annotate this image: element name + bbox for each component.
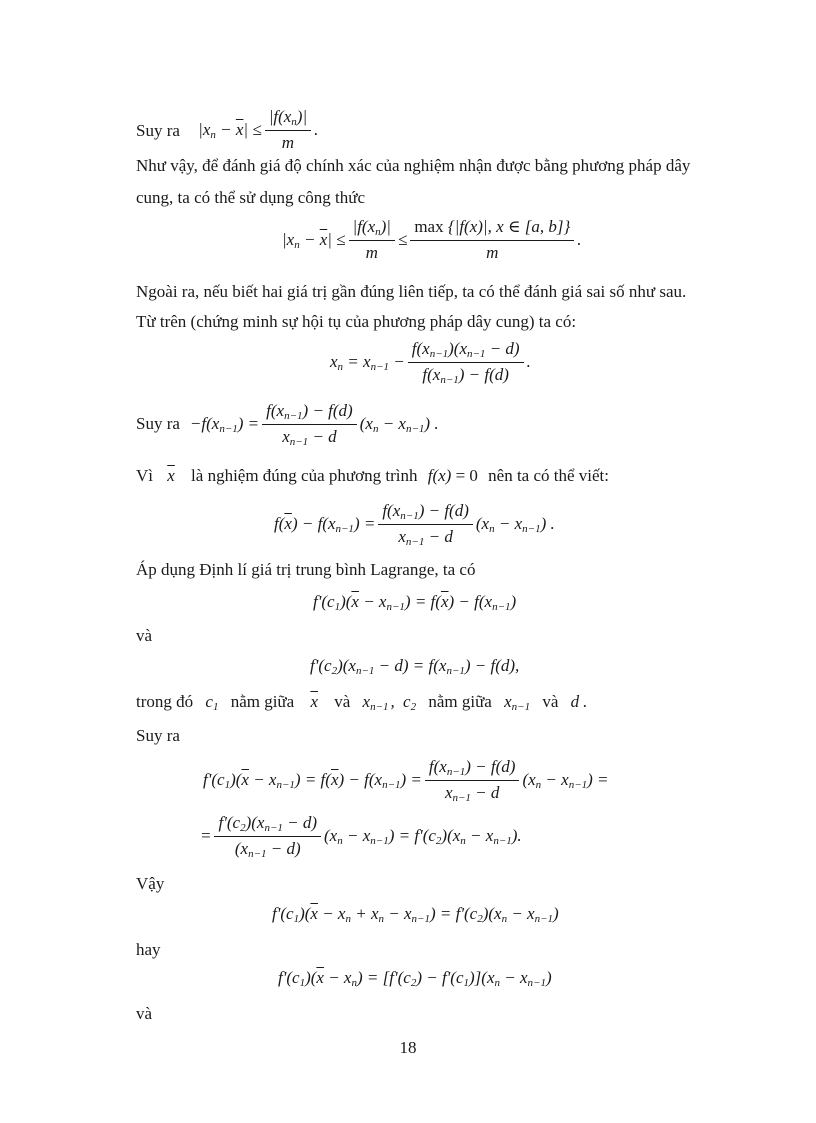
text-line: [136, 106, 318, 154]
paragraph: Suy ra: [136, 726, 180, 745]
paragraph: cung, ta có thể sử dụng công thức: [136, 188, 365, 207]
paragraph: Vậy: [136, 874, 165, 893]
inline-math: $c_1$: [205, 692, 219, 713]
paragraph: hay: [136, 940, 161, 959]
inline-math: $x_{n-1}$: [362, 692, 389, 713]
paragraph: và: [136, 1004, 153, 1023]
paragraph-text: là nghiệm đúng của phương trình: [191, 466, 418, 485]
inline-math: f(x) = 0: [427, 466, 478, 485]
equation: $f'(c_2)(x_{n-1} - d) = f(x_{n-1}) - f(d)$,: [310, 656, 520, 677]
inline-math: $c_2$: [403, 692, 417, 713]
paragraph-text: nằm giữa: [428, 692, 492, 711]
paragraph: Áp dụng Định lí giá trị trung bình Lagrange, ta có: [136, 560, 476, 579]
text-line: trong đó $c_1$ nằm giữa $\overline{x}$ và $x_{n-1}$ , $c_2$ nằm giữa $x_{n-1}$ và d .: [136, 692, 588, 713]
paragraph-text: nằm giữa: [230, 692, 295, 711]
text-line: [136, 400, 439, 448]
paragraph-text: trong đó: [136, 692, 194, 711]
equation: $|x_n - \overline{x}|$ ≤ $\frac{|f(x_n)|}{m}$ .: [198, 107, 319, 152]
page-number: 18: [399, 1038, 417, 1057]
equation: $|x_n - \overline{x}|$ ≤ $\frac{|f(x_n)|}{m}$ ≤ $\frac{\max \{|f(x)|, x \in [a, b]\}}{m}$ .: [282, 217, 582, 262]
equation: $f(\overline{x}) - f(x_{n-1})$ = $\frac{f(x_{n-1}) - f(d)}{x_{n-1} - d}$ $(x_n - x_{n-1})$ .: [274, 501, 555, 548]
equation: $f'(c_1)(\overline{x} - x_{n-1}) = f(\overline{x}) - f(x_{n-1})$: [313, 592, 517, 613]
paragraph-text: Vì: [136, 466, 153, 485]
paragraph: Ngoài ra, nếu biết hai giá trị gần đúng liên tiếp, ta có thể đánh giá sai số như sau.: [136, 282, 687, 301]
paragraph-text: Suy ra: [136, 414, 180, 433]
paragraph-text: và: [334, 692, 351, 711]
paragraph-text: và: [542, 692, 559, 711]
paragraph: và: [136, 626, 153, 645]
equation: $f'(c_1)(\overline{x} - x_{n-1}) = f(\overline{x}) - f(x_{n-1})$ = $\frac{f(x_{n-1}) - f(d)}{x_{n-1} - d}$ $(x_n - x_{n-1})$ =: [203, 757, 609, 804]
equation: $x_n = x_{n-1}$ − $\frac{f(x_{n-1})(x_{n-1} - d)}{f(x_{n-1}) - f(d)}$ .: [330, 339, 531, 386]
paragraph: Từ trên (chứng minh sự hội tụ của phương pháp dây cung) ta có:: [136, 312, 577, 331]
paragraph-text: nên ta có thể viết:: [488, 466, 609, 485]
paragraph: Như vậy, để đánh giá độ chính xác của nghiệm nhận được bằng phương pháp dây: [136, 156, 691, 175]
inline-math: $x_{n-1}$: [504, 692, 531, 713]
paragraph-text: Suy ra: [136, 121, 180, 141]
equation: $f'(c_1)(\overline{x} - x_n) = [f'(c_2) - f'(c_1)](x_n - x_{n-1})$: [278, 968, 552, 989]
text-line: [136, 466, 609, 486]
inline-math: d: [570, 692, 580, 711]
equation: = $\frac{f'(c_2)(x_{n-1} - d)}{(x_{n-1} - d)}$ $(x_n - x_{n-1}) = f'(c_2)(x_n - x_{n-1})$.: [200, 813, 522, 860]
equation: $f'(c_1)(\overline{x} - x_n + x_n - x_{n-1}) = f'(c_2)(x_n - x_{n-1})$: [272, 904, 559, 925]
inline-math: $\overline{x}$: [310, 692, 318, 711]
inline-math: $\overline{x}$: [167, 466, 175, 485]
equation: $-f(x_{n-1})$ = $\frac{f(x_{n-1}) - f(d)}{x_{n-1} - d}$ $(x_n - x_{n-1})$ .: [189, 401, 439, 448]
